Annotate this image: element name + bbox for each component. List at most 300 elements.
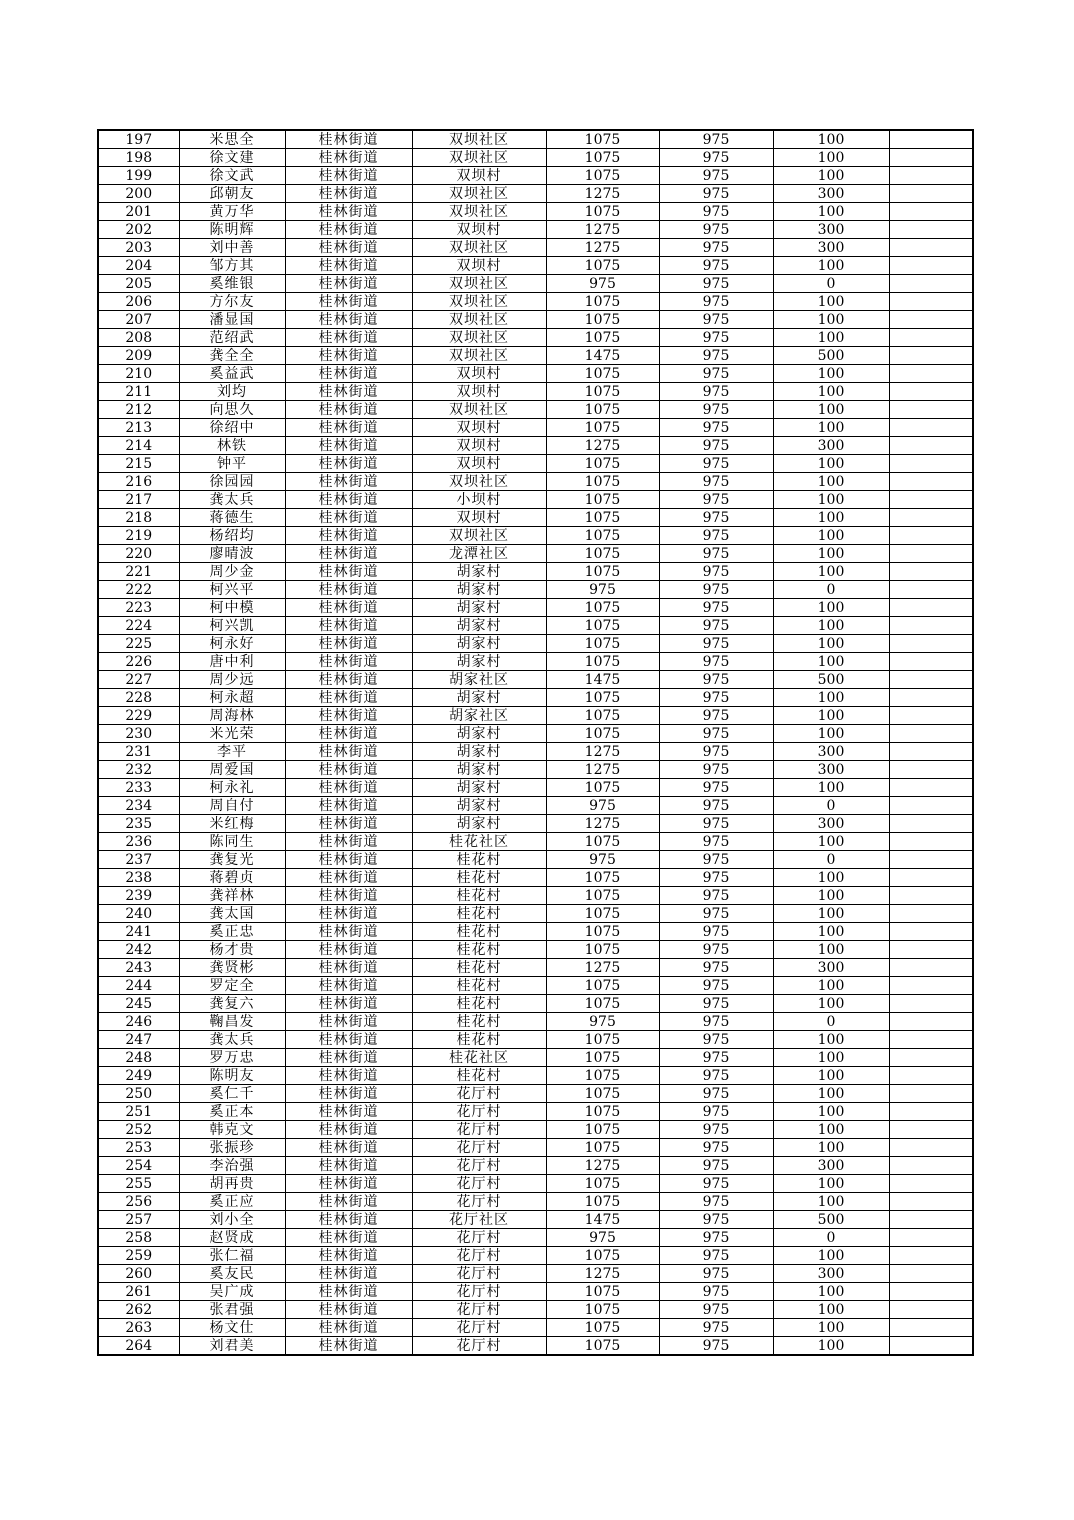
amount-base-cell: 975 — [659, 887, 773, 905]
street-cell: 桂林街道 — [285, 995, 412, 1013]
amount-total-cell: 1475 — [546, 671, 659, 689]
amount-total-cell: 1075 — [546, 1247, 659, 1265]
row-number-cell: 221 — [98, 563, 179, 581]
community-cell: 花厅村 — [412, 1247, 546, 1265]
table-row — [98, 635, 973, 653]
amount-difference-cell: 500 — [773, 347, 889, 365]
row-number-cell: 215 — [98, 455, 179, 473]
street-cell: 桂林街道 — [285, 221, 412, 239]
community-cell: 胡家村 — [412, 635, 546, 653]
remark-cell — [889, 1139, 973, 1157]
community-cell: 胡家村 — [412, 617, 546, 635]
amount-difference-cell: 100 — [773, 905, 889, 923]
amount-difference-cell: 100 — [773, 329, 889, 347]
amount-difference-cell: 100 — [773, 383, 889, 401]
amount-difference-cell: 0 — [773, 797, 889, 815]
table-row — [98, 527, 973, 545]
row-number-cell: 249 — [98, 1067, 179, 1085]
row-number-cell: 252 — [98, 1121, 179, 1139]
name-cell: 杨绍均 — [179, 527, 285, 545]
amount-difference-cell: 300 — [773, 1265, 889, 1283]
amount-total-cell: 1075 — [546, 617, 659, 635]
row-number-cell: 248 — [98, 1049, 179, 1067]
street-cell: 桂林街道 — [285, 130, 412, 149]
amount-difference-cell: 100 — [773, 130, 889, 149]
street-cell: 桂林街道 — [285, 311, 412, 329]
remark-cell — [889, 1049, 973, 1067]
amount-difference-cell: 100 — [773, 617, 889, 635]
amount-difference-cell: 0 — [773, 851, 889, 869]
table-row — [98, 203, 973, 221]
amount-total-cell: 1075 — [546, 527, 659, 545]
street-cell: 桂林街道 — [285, 797, 412, 815]
name-cell: 徐绍中 — [179, 419, 285, 437]
row-number-cell: 245 — [98, 995, 179, 1013]
amount-total-cell: 1275 — [546, 761, 659, 779]
remark-cell — [889, 725, 973, 743]
amount-difference-cell: 0 — [773, 275, 889, 293]
amount-base-cell: 975 — [659, 1013, 773, 1031]
name-cell: 奚正本 — [179, 1103, 285, 1121]
row-number-cell: 238 — [98, 869, 179, 887]
remark-cell — [889, 257, 973, 275]
amount-difference-cell: 500 — [773, 1211, 889, 1229]
amount-total-cell: 1075 — [546, 419, 659, 437]
community-cell: 双坝社区 — [412, 130, 546, 149]
amount-total-cell: 1075 — [546, 653, 659, 671]
row-number-cell: 225 — [98, 635, 179, 653]
remark-cell — [889, 239, 973, 257]
amount-base-cell: 975 — [659, 275, 773, 293]
amount-total-cell: 1075 — [546, 473, 659, 491]
row-number-cell: 261 — [98, 1283, 179, 1301]
table-row — [98, 185, 973, 203]
name-cell: 柯兴平 — [179, 581, 285, 599]
row-number-cell: 217 — [98, 491, 179, 509]
name-cell: 柯中模 — [179, 599, 285, 617]
table-row — [98, 1121, 973, 1139]
street-cell: 桂林街道 — [285, 437, 412, 455]
row-number-cell: 260 — [98, 1265, 179, 1283]
amount-base-cell: 975 — [659, 995, 773, 1013]
remark-cell — [889, 149, 973, 167]
community-cell: 胡家村 — [412, 725, 546, 743]
street-cell: 桂林街道 — [285, 1247, 412, 1265]
name-cell: 刘君美 — [179, 1337, 285, 1356]
name-cell: 罗定全 — [179, 977, 285, 995]
row-number-cell: 254 — [98, 1157, 179, 1175]
amount-difference-cell: 300 — [773, 239, 889, 257]
amount-total-cell: 1075 — [546, 1139, 659, 1157]
amount-base-cell: 975 — [659, 1337, 773, 1356]
street-cell: 桂林街道 — [285, 923, 412, 941]
street-cell: 桂林街道 — [285, 1085, 412, 1103]
amount-total-cell: 1275 — [546, 185, 659, 203]
table-row — [98, 1337, 973, 1356]
remark-cell — [889, 707, 973, 725]
row-number-cell: 226 — [98, 653, 179, 671]
amount-difference-cell: 100 — [773, 1103, 889, 1121]
amount-total-cell: 1075 — [546, 257, 659, 275]
name-cell: 刘均 — [179, 383, 285, 401]
row-number-cell: 214 — [98, 437, 179, 455]
remark-cell — [889, 1337, 973, 1356]
row-number-cell: 224 — [98, 617, 179, 635]
amount-base-cell: 975 — [659, 1139, 773, 1157]
table-row — [98, 545, 973, 563]
amount-base-cell: 975 — [659, 1103, 773, 1121]
amount-base-cell: 975 — [659, 905, 773, 923]
remark-cell — [889, 563, 973, 581]
community-cell: 花厅村 — [412, 1337, 546, 1356]
street-cell: 桂林街道 — [285, 149, 412, 167]
amount-base-cell: 975 — [659, 527, 773, 545]
street-cell: 桂林街道 — [285, 491, 412, 509]
name-cell: 龚太兵 — [179, 1031, 285, 1049]
community-cell: 胡家村 — [412, 581, 546, 599]
amount-base-cell: 975 — [659, 1157, 773, 1175]
table-row — [98, 1301, 973, 1319]
table-row — [98, 725, 973, 743]
row-number-cell: 255 — [98, 1175, 179, 1193]
amount-total-cell: 1075 — [546, 707, 659, 725]
amount-base-cell: 975 — [659, 689, 773, 707]
community-cell: 桂花村 — [412, 977, 546, 995]
community-cell: 双坝村 — [412, 455, 546, 473]
table-row — [98, 689, 973, 707]
amount-difference-cell: 100 — [773, 833, 889, 851]
name-cell: 柯永好 — [179, 635, 285, 653]
community-cell: 花厅村 — [412, 1085, 546, 1103]
street-cell: 桂林街道 — [285, 815, 412, 833]
amount-base-cell: 975 — [659, 1031, 773, 1049]
name-cell: 周海林 — [179, 707, 285, 725]
row-number-cell: 198 — [98, 149, 179, 167]
community-cell: 桂花村 — [412, 869, 546, 887]
amount-difference-cell: 300 — [773, 185, 889, 203]
amount-difference-cell: 300 — [773, 437, 889, 455]
community-cell: 桂花村 — [412, 1013, 546, 1031]
row-number-cell: 236 — [98, 833, 179, 851]
table-row — [98, 653, 973, 671]
community-cell: 双坝社区 — [412, 401, 546, 419]
street-cell: 桂林街道 — [285, 185, 412, 203]
amount-base-cell: 975 — [659, 815, 773, 833]
remark-cell — [889, 1175, 973, 1193]
street-cell: 桂林街道 — [285, 1337, 412, 1356]
community-cell: 小坝村 — [412, 491, 546, 509]
table-row — [98, 509, 973, 527]
amount-total-cell: 975 — [546, 275, 659, 293]
row-number-cell: 223 — [98, 599, 179, 617]
row-number-cell: 253 — [98, 1139, 179, 1157]
amount-difference-cell: 0 — [773, 1229, 889, 1247]
name-cell: 张君强 — [179, 1301, 285, 1319]
street-cell: 桂林街道 — [285, 779, 412, 797]
table-row — [98, 1247, 973, 1265]
street-cell: 桂林街道 — [285, 1175, 412, 1193]
street-cell: 桂林街道 — [285, 347, 412, 365]
row-number-cell: 216 — [98, 473, 179, 491]
street-cell: 桂林街道 — [285, 1103, 412, 1121]
name-cell: 杨文仕 — [179, 1319, 285, 1337]
amount-base-cell: 975 — [659, 1193, 773, 1211]
street-cell: 桂林街道 — [285, 1013, 412, 1031]
amount-total-cell: 1075 — [546, 689, 659, 707]
row-number-cell: 262 — [98, 1301, 179, 1319]
table-row — [98, 239, 973, 257]
street-cell: 桂林街道 — [285, 671, 412, 689]
remark-cell — [889, 1157, 973, 1175]
amount-base-cell: 975 — [659, 293, 773, 311]
table-row — [98, 617, 973, 635]
name-cell: 唐中利 — [179, 653, 285, 671]
community-cell: 双坝村 — [412, 437, 546, 455]
amount-base-cell: 975 — [659, 959, 773, 977]
row-number-cell: 234 — [98, 797, 179, 815]
remark-cell — [889, 1283, 973, 1301]
remark-cell — [889, 761, 973, 779]
table-row — [98, 130, 973, 149]
street-cell: 桂林街道 — [285, 329, 412, 347]
row-number-cell: 213 — [98, 419, 179, 437]
amount-base-cell: 975 — [659, 329, 773, 347]
name-cell: 徐文建 — [179, 149, 285, 167]
remark-cell — [889, 130, 973, 149]
amount-difference-cell: 300 — [773, 743, 889, 761]
amount-base-cell: 975 — [659, 545, 773, 563]
amount-difference-cell: 100 — [773, 401, 889, 419]
street-cell: 桂林街道 — [285, 1193, 412, 1211]
amount-total-cell: 1075 — [546, 833, 659, 851]
community-cell: 花厅村 — [412, 1265, 546, 1283]
amount-base-cell: 975 — [659, 1085, 773, 1103]
name-cell: 刘中善 — [179, 239, 285, 257]
row-number-cell: 264 — [98, 1337, 179, 1356]
amount-base-cell: 975 — [659, 365, 773, 383]
amount-base-cell: 975 — [659, 977, 773, 995]
table-row — [98, 779, 973, 797]
amount-difference-cell: 100 — [773, 923, 889, 941]
street-cell: 桂林街道 — [285, 1283, 412, 1301]
community-cell: 桂花村 — [412, 887, 546, 905]
amount-difference-cell: 100 — [773, 149, 889, 167]
amount-total-cell: 1475 — [546, 1211, 659, 1229]
row-number-cell: 205 — [98, 275, 179, 293]
street-cell: 桂林街道 — [285, 1031, 412, 1049]
name-cell: 徐园园 — [179, 473, 285, 491]
street-cell: 桂林街道 — [285, 275, 412, 293]
amount-total-cell: 975 — [546, 1229, 659, 1247]
amount-difference-cell: 100 — [773, 545, 889, 563]
amount-base-cell: 975 — [659, 1049, 773, 1067]
name-cell: 李平 — [179, 743, 285, 761]
remark-cell — [889, 1121, 973, 1139]
row-number-cell: 212 — [98, 401, 179, 419]
street-cell: 桂林街道 — [285, 257, 412, 275]
remark-cell — [889, 1265, 973, 1283]
amount-base-cell: 975 — [659, 221, 773, 239]
amount-total-cell: 1075 — [546, 563, 659, 581]
amount-base-cell: 975 — [659, 869, 773, 887]
table-row — [98, 797, 973, 815]
remark-cell — [889, 1103, 973, 1121]
remark-cell — [889, 275, 973, 293]
street-cell: 桂林街道 — [285, 527, 412, 545]
amount-base-cell: 975 — [659, 563, 773, 581]
amount-difference-cell: 100 — [773, 293, 889, 311]
amount-base-cell: 975 — [659, 617, 773, 635]
table-row — [98, 581, 973, 599]
community-cell: 双坝村 — [412, 383, 546, 401]
street-cell: 桂林街道 — [285, 563, 412, 581]
amount-total-cell: 1275 — [546, 221, 659, 239]
amount-difference-cell: 100 — [773, 473, 889, 491]
table-row — [98, 221, 973, 239]
name-cell: 龚太国 — [179, 905, 285, 923]
amount-base-cell: 975 — [659, 347, 773, 365]
name-cell: 奚正忠 — [179, 923, 285, 941]
community-cell: 桂花社区 — [412, 1049, 546, 1067]
amount-base-cell: 975 — [659, 149, 773, 167]
community-cell: 胡家村 — [412, 815, 546, 833]
remark-cell — [889, 653, 973, 671]
street-cell: 桂林街道 — [285, 851, 412, 869]
remark-cell — [889, 221, 973, 239]
amount-difference-cell: 100 — [773, 599, 889, 617]
amount-total-cell: 1075 — [546, 923, 659, 941]
amount-difference-cell: 100 — [773, 419, 889, 437]
name-cell: 陈明友 — [179, 1067, 285, 1085]
street-cell: 桂林街道 — [285, 959, 412, 977]
amount-difference-cell: 100 — [773, 941, 889, 959]
row-number-cell: 197 — [98, 130, 179, 149]
remark-cell — [889, 599, 973, 617]
remark-cell — [889, 1085, 973, 1103]
community-cell: 双坝村 — [412, 365, 546, 383]
remark-cell — [889, 815, 973, 833]
name-cell: 吴广成 — [179, 1283, 285, 1301]
street-cell: 桂林街道 — [285, 905, 412, 923]
name-cell: 方尔友 — [179, 293, 285, 311]
community-cell: 花厅村 — [412, 1319, 546, 1337]
table-row — [98, 671, 973, 689]
row-number-cell: 210 — [98, 365, 179, 383]
community-cell: 桂花社区 — [412, 833, 546, 851]
street-cell: 桂林街道 — [285, 761, 412, 779]
remark-cell — [889, 293, 973, 311]
row-number-cell: 206 — [98, 293, 179, 311]
table-row — [98, 923, 973, 941]
table-row — [98, 347, 973, 365]
amount-difference-cell: 100 — [773, 1247, 889, 1265]
amount-base-cell: 975 — [659, 509, 773, 527]
name-cell: 陈明辉 — [179, 221, 285, 239]
street-cell: 桂林街道 — [285, 869, 412, 887]
street-cell: 桂林街道 — [285, 707, 412, 725]
name-cell: 廖晴波 — [179, 545, 285, 563]
table-row — [98, 941, 973, 959]
remark-cell — [889, 347, 973, 365]
name-cell: 邹方其 — [179, 257, 285, 275]
street-cell: 桂林街道 — [285, 1265, 412, 1283]
community-cell: 花厅社区 — [412, 1211, 546, 1229]
remark-cell — [889, 311, 973, 329]
row-number-cell: 232 — [98, 761, 179, 779]
amount-difference-cell: 100 — [773, 869, 889, 887]
table-row — [98, 1067, 973, 1085]
amount-total-cell: 1075 — [546, 1319, 659, 1337]
row-number-cell: 229 — [98, 707, 179, 725]
table-row — [98, 491, 973, 509]
amount-difference-cell: 0 — [773, 1013, 889, 1031]
table-row — [98, 761, 973, 779]
name-cell: 范绍武 — [179, 329, 285, 347]
table-row — [98, 1175, 973, 1193]
amount-total-cell: 975 — [546, 851, 659, 869]
name-cell: 柯兴凯 — [179, 617, 285, 635]
community-cell: 双坝社区 — [412, 527, 546, 545]
street-cell: 桂林街道 — [285, 617, 412, 635]
row-number-cell: 231 — [98, 743, 179, 761]
amount-difference-cell: 300 — [773, 959, 889, 977]
row-number-cell: 233 — [98, 779, 179, 797]
amount-difference-cell: 100 — [773, 635, 889, 653]
name-cell: 钟平 — [179, 455, 285, 473]
amount-total-cell: 1075 — [546, 293, 659, 311]
amount-base-cell: 975 — [659, 779, 773, 797]
table-row — [98, 401, 973, 419]
row-number-cell: 243 — [98, 959, 179, 977]
community-cell: 胡家村 — [412, 563, 546, 581]
table-row — [98, 563, 973, 581]
row-number-cell: 259 — [98, 1247, 179, 1265]
street-cell: 桂林街道 — [285, 635, 412, 653]
amount-base-cell: 975 — [659, 491, 773, 509]
name-cell: 米思全 — [179, 130, 285, 149]
community-cell: 双坝社区 — [412, 473, 546, 491]
amount-base-cell: 975 — [659, 671, 773, 689]
row-number-cell: 230 — [98, 725, 179, 743]
amount-base-cell: 975 — [659, 923, 773, 941]
table-body — [98, 130, 973, 1355]
amount-total-cell: 1075 — [546, 203, 659, 221]
amount-difference-cell: 100 — [773, 1301, 889, 1319]
row-number-cell: 257 — [98, 1211, 179, 1229]
remark-cell — [889, 455, 973, 473]
community-cell: 桂花村 — [412, 1031, 546, 1049]
row-number-cell: 242 — [98, 941, 179, 959]
amount-difference-cell: 500 — [773, 671, 889, 689]
table-row — [98, 419, 973, 437]
community-cell: 双坝社区 — [412, 239, 546, 257]
table-row — [98, 365, 973, 383]
amount-total-cell: 1275 — [546, 239, 659, 257]
amount-base-cell: 975 — [659, 437, 773, 455]
remark-cell — [889, 995, 973, 1013]
amount-total-cell: 1075 — [546, 635, 659, 653]
community-cell: 胡家社区 — [412, 671, 546, 689]
table-row — [98, 293, 973, 311]
row-number-cell: 222 — [98, 581, 179, 599]
amount-base-cell: 975 — [659, 1301, 773, 1319]
table-row — [98, 1157, 973, 1175]
amount-total-cell: 1075 — [546, 383, 659, 401]
name-cell: 奚维银 — [179, 275, 285, 293]
remark-cell — [889, 545, 973, 563]
community-cell: 胡家村 — [412, 761, 546, 779]
amount-base-cell: 975 — [659, 851, 773, 869]
